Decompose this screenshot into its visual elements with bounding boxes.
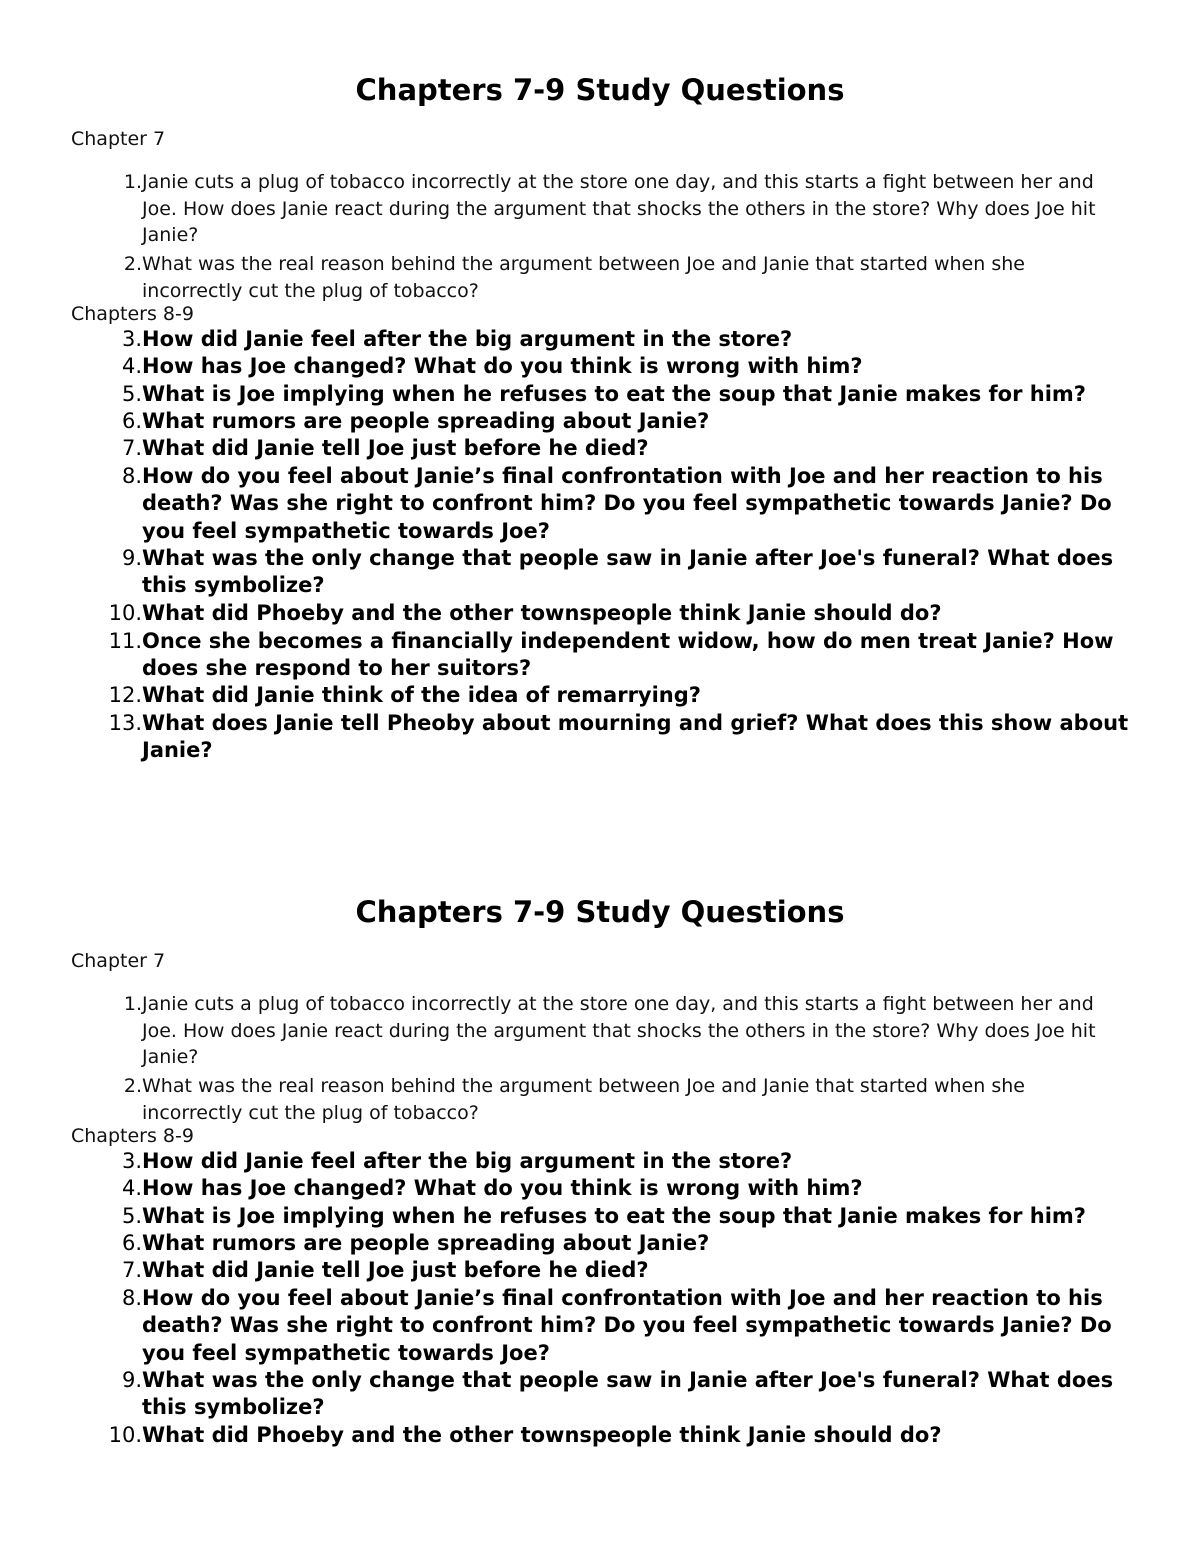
question-text: How did Janie feel after the big argument in the store? — [142, 1149, 793, 1173]
page-title: Chapters 7-9 Study Questions — [355, 73, 845, 107]
question-text: What is Joe implying when he refuses to eat the soup that Janie makes for him? — [142, 1204, 1086, 1228]
question-text: What was the only change that people saw in Janie after Joe's funeral? What does this symbolize? — [142, 546, 1114, 598]
question-item: 4. How has Joe changed? What do you think is wrong with him? — [71, 1175, 1131, 1202]
question-text: What rumors are people spreading about Janie? — [142, 409, 710, 433]
question-item: 7. What did Janie tell Joe just before he died? — [71, 435, 1131, 462]
question-item: 11. Once she becomes a financially independent widow, how do men treat Janie? How does she respond to her suitors? — [71, 628, 1131, 683]
question-item: 6. What rumors are people spreading about Janie? — [71, 1230, 1131, 1257]
question-item: 2. What was the real reason behind the argument between Joe and Janie that started when she incorrectly cut the plug of tobacco? — [71, 251, 1131, 304]
question-text: What rumors are people spreading about Janie? — [142, 1231, 710, 1255]
chapter-7-heading: Chapter 7 — [71, 128, 166, 150]
chapters-8-9-heading: Chapters 8-9 — [71, 303, 194, 325]
question-text: What was the only change that people saw in Janie after Joe's funeral? What does this symbolize? — [142, 1368, 1114, 1420]
chapter-7-heading: Chapter 7 — [71, 950, 166, 972]
question-text: What does Janie tell Pheoby about mourning and grief? What does this show about Janie? — [142, 711, 1129, 763]
question-text: Once she becomes a financially independent widow, how do men treat Janie? How does she respond to her suitors? — [142, 629, 1114, 681]
question-item: 6. What rumors are people spreading about Janie? — [71, 408, 1131, 435]
question-text: What did Phoeby and the other townspeople think Janie should do? — [142, 601, 942, 625]
question-text: Janie cuts a plug of tobacco incorrectly at the store one day, and this starts a fight between her and Joe. How does Janie react during the argument that shocks the others in the store? Why does Joe hit Janie? — [142, 993, 1096, 1068]
question-text: What did Phoeby and the other townspeople think Janie should do? — [142, 1423, 942, 1447]
question-item: 7. What did Janie tell Joe just before he died? — [71, 1257, 1131, 1284]
question-text: How do you feel about Janie’s final confrontation with Joe and her reaction to his death? Was she right to confront him? Do you feel sympathetic towards Janie? Do you feel sympathetic towards Joe? — [142, 1286, 1112, 1365]
question-text: What did Janie think of the idea of remarrying? — [142, 683, 701, 707]
question-text: Janie cuts a plug of tobacco incorrectly at the store one day, and this starts a fight between her and Joe. How does Janie react during the argument that shocks the others in the store? Why does Joe hit Janie? — [142, 171, 1096, 246]
question-item: 4. How has Joe changed? What do you think is wrong with him? — [71, 353, 1131, 380]
question-item: 8. How do you feel about Janie’s final confrontation with Joe and her reaction to his death? Was she right to confront him? Do you feel sympathetic towards Janie? Do you feel sympathetic towards Joe? — [71, 1285, 1131, 1367]
question-item: 5. What is Joe implying when he refuses to eat the soup that Janie makes for him? — [71, 381, 1131, 408]
question-item: 13. What does Janie tell Pheoby about mourning and grief? What does this show about Janie? — [71, 710, 1131, 765]
question-text: What did Janie tell Joe just before he died? — [142, 1258, 649, 1282]
question-item: 1. Janie cuts a plug of tobacco incorrectly at the store one day, and this starts a fight between her and Joe. How does Janie react during the argument that shocks the others in the store? Why does Joe hit Janie? — [71, 169, 1131, 249]
question-item: 5. What is Joe implying when he refuses to eat the soup that Janie makes for him? — [71, 1203, 1131, 1230]
question-text: How has Joe changed? What do you think is wrong with him? — [142, 354, 863, 378]
chapters-8-9-heading: Chapters 8-9 — [71, 1125, 194, 1147]
question-text: What did Janie tell Joe just before he died? — [142, 436, 649, 460]
page-title: Chapters 7-9 Study Questions — [355, 895, 845, 929]
question-item: 12. What did Janie think of the idea of remarrying? — [71, 682, 1131, 709]
question-text: How has Joe changed? What do you think is wrong with him? — [142, 1176, 863, 1200]
question-item: 1. Janie cuts a plug of tobacco incorrectly at the store one day, and this starts a fight between her and Joe. How does Janie react during the argument that shocks the others in the store? Why does Joe hit Janie? — [71, 991, 1131, 1071]
question-item: 10. What did Phoeby and the other townspeople think Janie should do? — [71, 1422, 1131, 1449]
question-item: 9. What was the only change that people saw in Janie after Joe's funeral? What does this symbolize? — [71, 545, 1131, 600]
question-text: What was the real reason behind the argument between Joe and Janie that started when she incorrectly cut the plug of tobacco? — [142, 253, 1025, 302]
question-text: How do you feel about Janie’s final confrontation with Joe and her reaction to his death? Was she right to confront him? Do you feel sympathetic towards Janie? Do you feel sympathetic towards Joe? — [142, 464, 1112, 543]
question-item: 9. What was the only change that people saw in Janie after Joe's funeral? What does this symbolize? — [71, 1367, 1131, 1422]
question-item: 10. What did Phoeby and the other townspeople think Janie should do? — [71, 600, 1131, 627]
question-item: 8. How do you feel about Janie’s final confrontation with Joe and her reaction to his death? Was she right to confront him? Do you feel sympathetic towards Janie? Do you feel sympathetic towards Joe? — [71, 463, 1131, 545]
question-text: What is Joe implying when he refuses to eat the soup that Janie makes for him? — [142, 382, 1086, 406]
question-text: How did Janie feel after the big argument in the store? — [142, 327, 793, 351]
question-item: 3. How did Janie feel after the big argument in the store? — [71, 1148, 1131, 1175]
question-item: 2. What was the real reason behind the argument between Joe and Janie that started when she incorrectly cut the plug of tobacco? — [71, 1073, 1131, 1126]
question-text: What was the real reason behind the argument between Joe and Janie that started when she incorrectly cut the plug of tobacco? — [142, 1075, 1025, 1124]
question-item: 3. How did Janie feel after the big argument in the store? — [71, 326, 1131, 353]
